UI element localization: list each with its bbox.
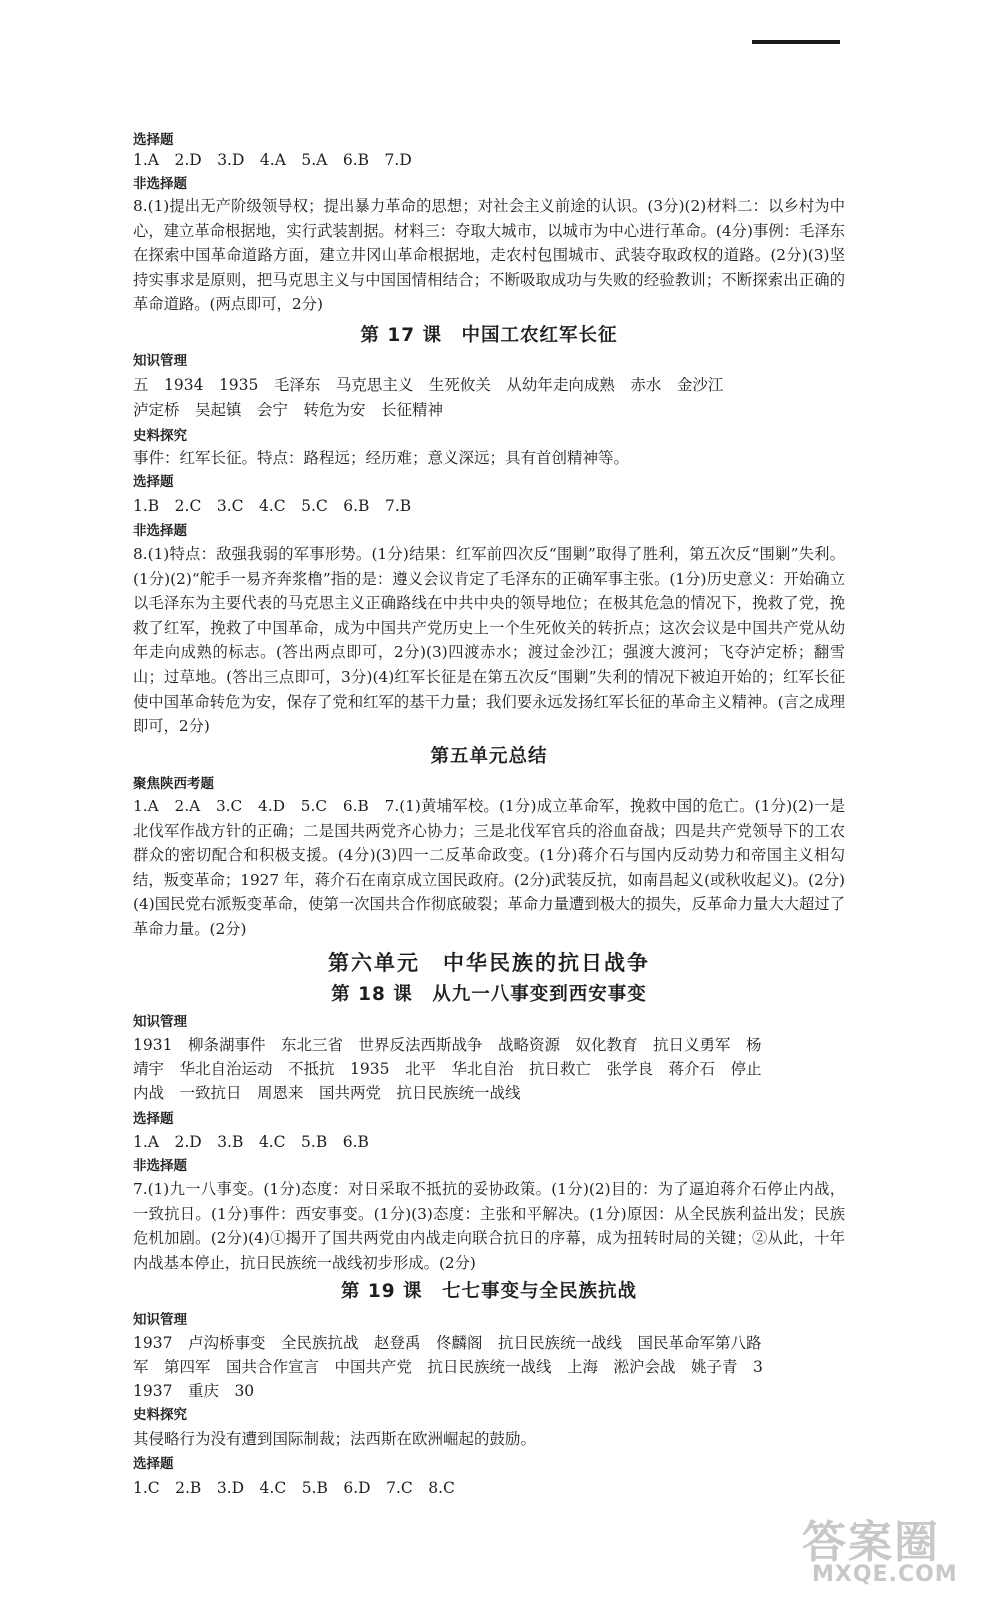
lesson-18-title: 第 18 课 从九一八事变到西安事变 (331, 984, 647, 1005)
source-answer: 其侵略行为没有遭到国际制裁；法西斯在欧洲崛起的鼓励。 (133, 1430, 537, 1448)
non-choice-answer: 7.(1)九一八事变。(1分)态度：对日采取不抵抗的妥协政策。(1分)(2)目的：为了逼迫蒋介石停止内战，一致抗日。(1分)事件：西安事变。(1分)(3)态度：主张和平解决。(1分)原因：从全民族利益出发；民族危机加剧。(2分)(4)①揭开了国共两党由内战走向联合抗日的序幕，成为扭转时局的关键；②从此，十年内战基本停止，抗日民族统一战线初步形成。(2分) (133, 1180, 845, 1272)
choice-answers: 1.A 2.D 3.D 4.A 5.A 6.B 7.D (133, 151, 412, 169)
knowledge-keywords-line-1: 五 1934 1935 毛泽东 马克思主义 生死攸关 从幼年走向成熟 赤水 金沙江 (133, 376, 724, 394)
unit-5-summary-title: 第五单元总结 (430, 746, 548, 767)
watermark-logo (802, 1506, 982, 1596)
knowledge-keywords-line-3: 1937 重庆 30 (133, 1382, 255, 1400)
choice-answers: 1.C 2.B 3.D 4.C 5.B 6.D 7.C 8.C (133, 1479, 455, 1497)
section-label-non-choice: 非选择题 (133, 176, 187, 192)
watermark-url: MXQE.COM (812, 1562, 958, 1587)
section-label-non-choice: 非选择题 (133, 1158, 187, 1174)
knowledge-keywords-line-1: 1931 柳条湖事件 东北三省 世界反法西斯战争 战略资源 奴化教育 抗日义勇军 杨 (133, 1036, 762, 1054)
section-label-source: 史料探究 (133, 1407, 187, 1423)
section-label-choice: 选择题 (133, 474, 174, 490)
lesson-19-title: 第 19 课 七七事变与全民族抗战 (340, 1281, 638, 1302)
choice-answers: 1.A 2.D 3.B 4.C 5.B 6.B (133, 1133, 369, 1151)
knowledge-keywords-line-2: 靖宇 华北自治运动 不抵抗 1935 北平 华北自治 抗日救亡 张学良 蒋介石 停止 (133, 1060, 762, 1078)
section-label-source: 史料探究 (133, 428, 187, 444)
knowledge-keywords-line-2: 泸定桥 吴起镇 会宁 转危为安 长征精神 (133, 401, 444, 419)
section-label-exam: 聚焦陕西考题 (133, 776, 214, 792)
section-label-choice: 选择题 (133, 132, 174, 148)
section-label-knowledge: 知识管理 (133, 1014, 187, 1030)
section-label-non-choice: 非选择题 (133, 523, 187, 539)
lesson-17-title: 第 17 课 中国工农红军长征 (360, 325, 618, 346)
section-label-choice: 选择题 (133, 1456, 174, 1472)
watermark-text: 答案圈 (802, 1517, 940, 1568)
exam-answers: 1.A 2.A 3.C 4.D 5.C 6.B 7.(1)黄埔军校。(1分)成立革命军，挽救中国的危亡。(1分)(2)一是北伐军作战方针的正确；二是国共两党齐心协力；三是北伐军官兵的浴血奋战；四是共产党领导下的工农群众的密切配合和积极支援。(4分)(3)四一二反革命政变。(1分)蒋介石与国内反动势力和帝国主义相勾结，叛变革命；1927 年，蒋介石在南京成立国民政府。(2分)武装反抗，如南昌起义(或秋收起义)。(2分)(4)国民党右派叛变革命，使第一次国共合作彻底破裂；革命力量遭到极大的损失，反革命力量大大超过了革命力量。(2分) (133, 797, 845, 938)
choice-answers: 1.B 2.C 3.C 4.C 5.C 6.B 7.B (133, 497, 412, 515)
non-choice-answer: 8.(1)特点：敌强我弱的军事形势。(1分)结果：红军前四次反“围剿”取得了胜利，第五次反“围剿”失利。(1分)(2)“舵手一易齐奔浆橹”指的是：遵义会议肯定了毛泽东的正确军事主张。(1分)历史意义：开始确立以毛泽东为主要代表的马克思主义正确路线在中共中央的领导地位；在极其危急的情况下，挽救了党，挽救了红军，挽救了中国革命，成为中国共产党历史上一个生死攸关的转折点；这次会议是中国共产党从幼年走向成熟的标志。(答出两点即可，2分)(3)四渡赤水；渡过金沙江；强渡大渡河；飞夺泸定桥；翻雪山；过草地。(答出三点即可，3分)(4)红军长征是在第五次反“围剿”失利的情况下被迫开始的；红军长征使中国革命转危为安，保存了党和红军的基干力量；我们要永远发扬红军长征的革命主义精神。(言之成理即可，2分) (133, 545, 845, 736)
section-label-knowledge: 知识管理 (133, 1312, 187, 1328)
knowledge-keywords-line-3: 内战 一致抗日 周恩来 国共两党 抗日民族统一战线 (133, 1084, 521, 1102)
non-choice-answer: 8.(1)提出无产阶级领导权；提出暴力革命的思想；对社会主义前途的认识。(3分)(2)材料二：以乡村为中心，建立革命根据地，实行武装割据。材料三：夺取大城市，以城市为中心进行革命。(4分)事例：毛泽东在探索中国革命道路方面，建立井冈山革命根据地，走农村包围城市、武装夺取政权的道路。(2分)(3)坚持实事求是原则，把马克思主义与中国国情相结合；不断吸取成功与失败的经验教训；不断探索出正确的革命道路。(两点即可，2分) (133, 197, 845, 314)
section-label-knowledge: 知识管理 (133, 353, 187, 369)
unit-6-title: 第六单元 中华民族的抗日战争 (328, 951, 650, 975)
top-rule (752, 40, 840, 44)
knowledge-keywords-line-2: 军 第四军 国共合作宣言 中国共产党 抗日民族统一战线 上海 淞沪会战 姚子青 3 (133, 1358, 763, 1376)
source-answer: 事件：红军长征。特点：路程远；经历难；意义深远；具有首创精神等。 (133, 449, 630, 467)
section-label-choice: 选择题 (133, 1111, 174, 1127)
knowledge-keywords-line-1: 1937 卢沟桥事变 全民族抗战 赵登禹 佟麟阁 抗日民族统一战线 国民革命军第八路 (133, 1334, 762, 1352)
